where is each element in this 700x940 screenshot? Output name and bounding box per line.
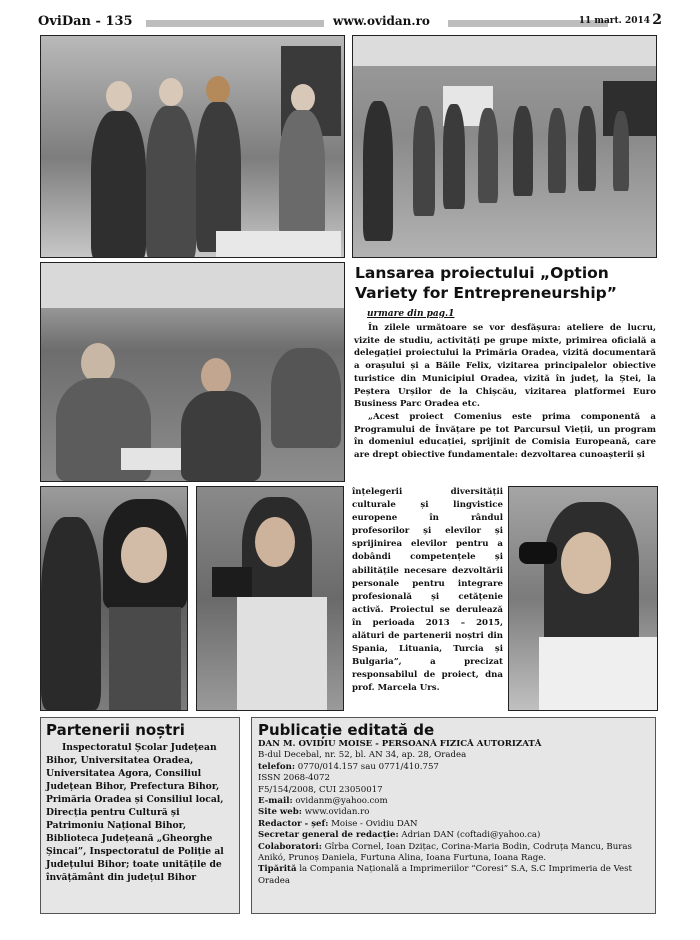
registry-line: F5/154/2008, CUI 23050017 <box>258 784 383 795</box>
publisher-name: DAN M. OVIDIU MOISE - PERSOANĂ FIZICĂ AUTORIZATĂ <box>258 739 542 749</box>
photo-camera-girl <box>196 486 344 711</box>
website-label: www.ovidan.ro <box>333 14 430 28</box>
printed-label: Tipărită <box>258 864 297 875</box>
photo-speakers <box>40 35 345 258</box>
article-paragraph: înțelegerii diversității culturale și lingvistice europene în rândul profesorilor și elevilor și sprijinirea elevilor pentru a dobândi competențele și abilitățile necesare dezvoltării personale pentru integrare profesională și cetățenie activă. Proiectul se derulează în perioada 2013 – 2015, alături de partenerii noștri din Spania, Lituania, Turcia și Bulgaria”, a precizat responsabilul de proiect, dna prof. Marcela Urs. <box>352 487 503 694</box>
header-rule <box>146 20 324 27</box>
partners-list: Inspectoratul Școlar Județean Bihor, Universitatea Oradea, Universitatea Agora, Consiliul Județean Bihor, Prefectura Bihor, Primăria Oradea și Consiliul local, Direcția pentru Cultură și Patrimoniu Național Bihor, Biblioteca Județeană „Gheorghe Șincai”, Inspectoratul de Poliție al Județului Bihor; toate unitățile de învățământ din județul Bihor <box>46 742 224 883</box>
photo-folk-dancers <box>352 35 657 258</box>
photo-audience <box>40 262 345 482</box>
site-label: Site web: <box>258 807 302 818</box>
issue-date: 11 mart. 2014 <box>578 16 650 26</box>
article-body-upper <box>354 322 656 462</box>
email-value: ovidanm@yahoo.com <box>295 796 388 807</box>
partners-title: Partenerii noștri <box>46 721 185 739</box>
email-label: E-mail: <box>258 796 293 807</box>
article-body-lower <box>352 486 503 696</box>
publisher-address: B-dul Decebal, nr. 52, bl. AN 34, ap. 28, Oradea <box>258 750 467 761</box>
email-line <box>258 796 649 807</box>
page-header <box>38 12 662 34</box>
phone-value: 0770/014.157 sau 0771/410.757 <box>297 761 439 772</box>
page-number: 2 <box>652 12 662 28</box>
collaborators-value: Gîrba Cornel, Ioan Dzițac, Corina-Maria Bodin, Codruța Mancu, Buras Anikó, Prunoș Daniela, Furtuna Alina, Ioana Furtuna, Ioana Rage. <box>258 841 632 864</box>
secretary-line <box>258 830 649 841</box>
phone-label: telefon: <box>258 761 296 772</box>
publication-title: Publicație editată de <box>258 721 435 739</box>
article-paragraph: În zilele următoare se vor desfășura: ateliere de lucru, vizite de studiu, activități pe grupe mixte, primirea oficială a delegației proiectului la Primăria Oradea, vizită documentară a orașului și a Băile Felix, vizitarea principalelor obiective turistice din Municipiul Oradea, vizită în județ, la Ștei, la Peștera Urșilor de la Chișcău, vizitarea platformei Euro Business Parc Oradea etc. <box>354 323 656 410</box>
collaborators-label: Colaboratori: <box>258 841 322 852</box>
site-value: www.ovidan.ro <box>304 807 370 818</box>
publication-box <box>251 717 656 914</box>
printed-line <box>258 864 649 887</box>
issn-line: ISSN 2068-4072 <box>258 773 330 784</box>
photo-microphone-woman <box>508 486 658 711</box>
issue-label: OviDan - 135 <box>38 14 133 29</box>
editor-line <box>258 819 649 830</box>
collaborators-line <box>258 842 649 865</box>
partners-box <box>40 717 240 914</box>
editor-label: Redactor - șef: <box>258 818 329 829</box>
secretary-label: Secretar general de redacție: <box>258 830 399 841</box>
site-line <box>258 807 649 818</box>
continued-from: urmare din pag.1 <box>367 309 455 319</box>
printed-value: la Compania Națională a Imprimeriilor “Coresi” S.A, S.C Imprimeria de Vest Oradea <box>258 864 632 886</box>
article-title: Lansarea proiectului „Option Variety for Entrepreneurship” <box>355 264 617 302</box>
secretary-value: Adrian DAN (coftadi@yahoo.ca) <box>401 830 541 841</box>
photo-students <box>40 486 188 711</box>
editor-value: Moise - Ovidiu DAN <box>331 818 418 829</box>
phone-line <box>258 762 649 773</box>
article-paragraph: „Acest proiect Comenius este prima componentă a Programului de Învățare pe tot Parcursul Vieții, un program în domeniul educației, sprijinit de Comisia Europeană, care are drept obiective fundamentale: dezvoltarea cunoașterii și <box>354 411 656 461</box>
